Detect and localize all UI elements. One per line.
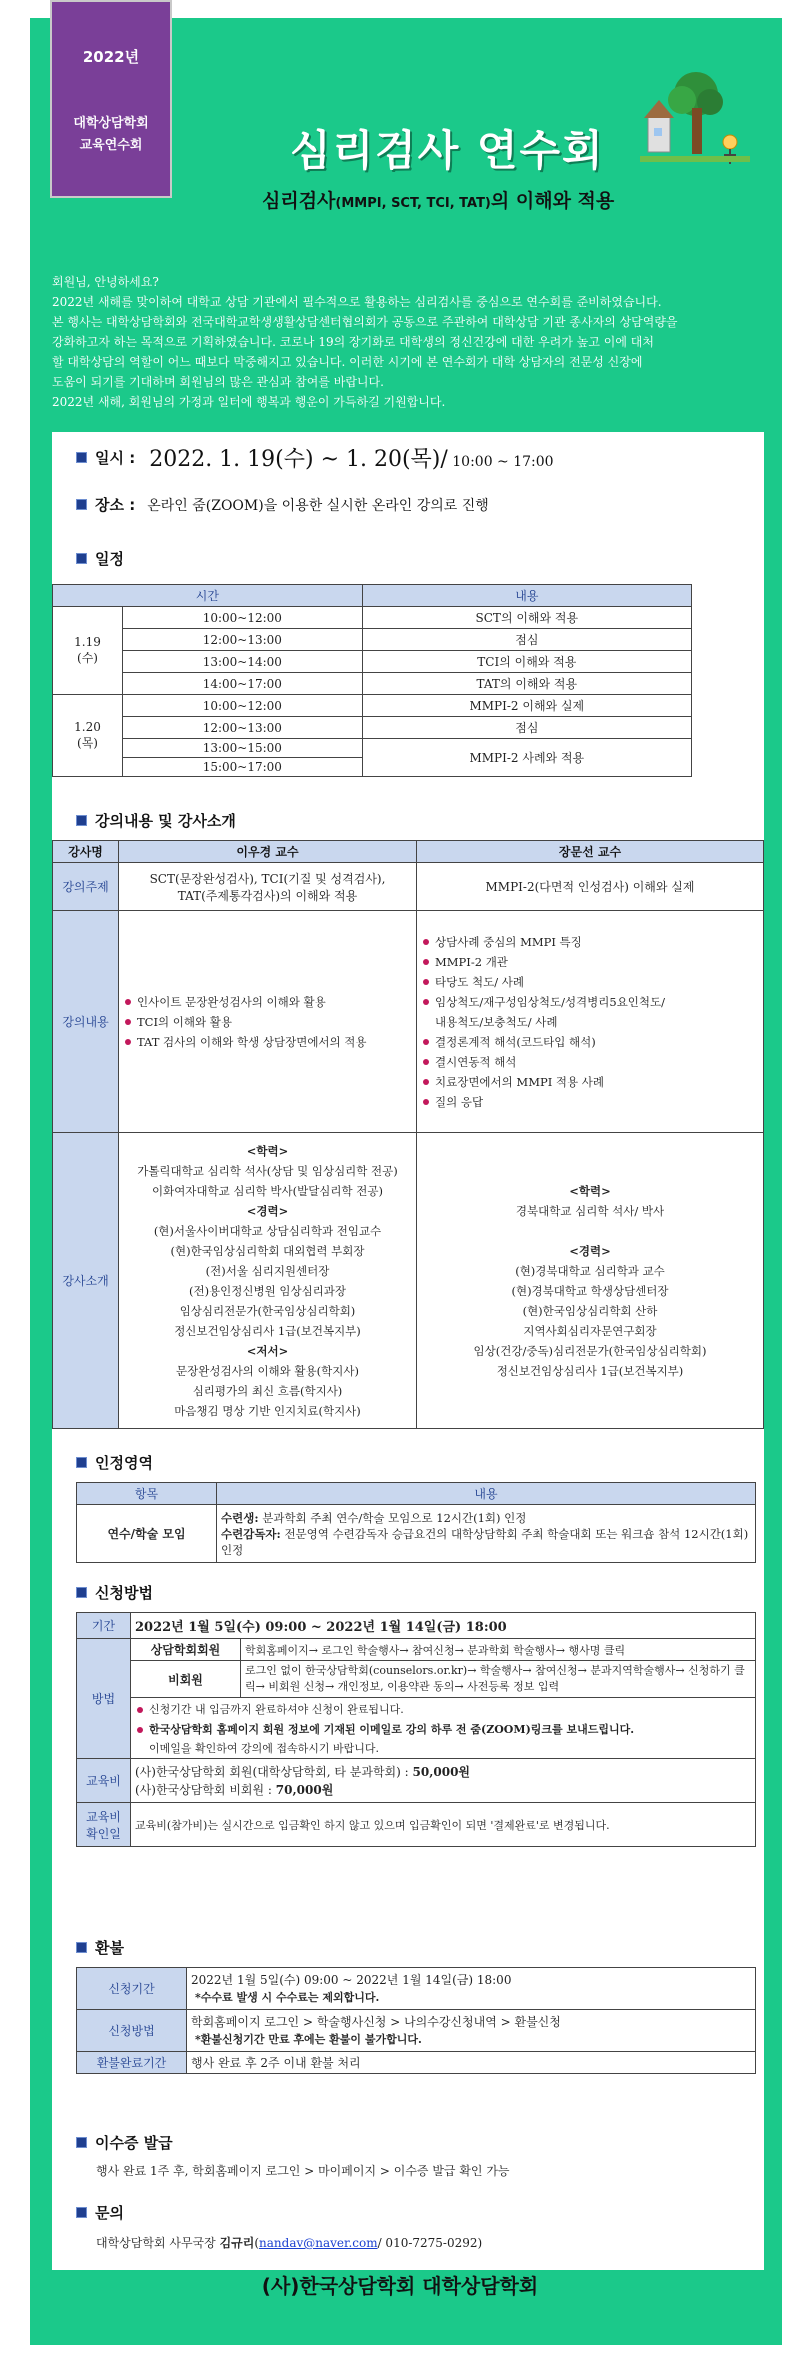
badge-year: 2022년 — [82, 48, 140, 66]
intro-line: 2022년 새해를 맞이하여 대학교 상담 기관에서 필수적으로 활용하는 심리검사를 중심으로 연수회를 준비하였습니다. — [52, 295, 662, 309]
col-time-header: 시간 — [53, 585, 363, 607]
badge-org-line1: 대학상담학회 — [73, 116, 149, 131]
section-square-icon — [76, 452, 87, 463]
fee-info: (사)한국상담학회 회원(대학상담학회, 타 분과학회) : 50,000원 (사)한국상담학회 비회원 : 70,000원 — [131, 1759, 756, 1803]
apply-heading: 신청방법 — [95, 1584, 153, 1602]
schedule-heading: 일정 — [95, 550, 124, 568]
section-square-icon — [76, 1457, 87, 1468]
intro-line: 강화하고자 하는 목적으로 기획하였습니다. 코로나 19의 장기화로 대학생의 정신건강에 대한 우려가 높고 이에 대처 — [52, 335, 654, 349]
content2 — [417, 911, 764, 1133]
list-item: TCI의 이해와 활용 — [123, 1012, 412, 1032]
section-square-icon — [76, 553, 87, 564]
section-square-icon — [76, 2207, 87, 2218]
section-square-icon — [76, 1942, 87, 1953]
list-item: 상담사례 중심의 MMPI 특징 — [421, 932, 759, 952]
intro-text — [52, 272, 766, 412]
schedule-section — [76, 548, 124, 569]
content1 — [119, 911, 417, 1133]
apply-table: 기간 2022년 1월 5일(수) 09:00 ~ 2022년 1월 14일(금) 18:00 방법 상담학회회원 학회홈페이지→ 로그인 학술행사→ 참여신청→ 분과학회 학술행사→ 행사명 클릭 비회원 로그인 없이 한국상담학회(counselors.or.kr)→ 학술행사→ 참여신청→ 분과지역학술행사→ 신청하기 클릭→ 비회원 신청→ 개인정보, 이용약관 동의→ 사전등록 정보 입력 신청기간 내 입금까지 완료하셔야 신청이 완료됩니다. 한국상담학회 홈페이지 회원 정보에 기재된 이메일로 강의 하루 전 줌(ZOOM)링크를 보내드립니다. 이메일을 확인하여 강의에 접속하시기 바랍니다. 교육비 (사)한국상담학회 회원(대학상담학회, 타 분과학회) : 50,000원 (사)한국상담학회 비회원 : 70,000원 교육비 확인일 교육비(참가비)는 실시간으로 입금확인 하지 않고 있으며 입금확인이 되면 '결제완료'로 변경됩니다. — [76, 1612, 756, 1847]
member-method: 학회홈페이지→ 로그인 학술행사→ 참여신청→ 분과학회 학술행사→ 행사명 클릭 — [241, 1639, 756, 1661]
list-item: TAT 검사의 이해와 학생 상담장면에서의 적용 — [123, 1032, 412, 1052]
datetime-section — [76, 442, 554, 473]
instructor2-name: 장문선 교수 — [417, 841, 764, 863]
lecture-table: 강사명 이우경 교수 장문선 교수 강의주제 SCT(문장완성검사), TCI(기질 및 성격검사), TAT(주제통각검사)의 이해와 적용 MMPI-2(다면적 인성검사) 이해와 실제 강의내용 인사이트 문장완성검사의 이해와 활용 TCI의 이해와 활용 TAT 검사의 이해와 학생 상담장면에서의 적용 상담사례 중심의 MMPI 특징 MMPI-2 개관 타당도 척도/ 사례 임상척도/재구성임상척도/성격병리5요인척도/ 내용척도/보충척도/ 사례 결정론계적 해석(코드타입 해석) 결시연동적 해석 치료장면에서의 MMPI 적용 사례 질의 응답 강사소개 <학력> 가톨릭대학교 심리학 석사(상담 및 임상심리학 전공) 이화여자대학교 심리학 박사(발달심리학 전공) <경력> (현)서울사이버대학교 상담심리학과 전임교수 (현)한국임상심리학회 대외협력 부회장 (전)서울 심리지원센터장 (전)용인정신병원 임상심리과장 임상심리전문가(한국임상심리학회) 정신보건임상심리사 1급(보건복지부) <저서> 문장완성검사의 이해와 활용(학지사) 심리평가의 최신 흐름(학지사) 마음챙김 명상 기반 인지치료(학지사) <학력> 경북대학교 심리학 석사/ 박사 <경력> (현)경북대학교 심리학과 교수 (현)경북대학교 학생상담센터장 (현)한국임상심리학회 산하 지역사회심리자문연구회장 임상(건강/중독)심리전문가(한국임상심리학회) 정신보건임상심리사 1급(보건복지부) — [52, 840, 764, 1429]
instructor1-name: 이우경 교수 — [119, 841, 417, 863]
intro-line: 2022년 새해, 회원님의 가정과 일터에 행복과 행운이 가득하길 기원합니다. — [52, 395, 446, 409]
intro-line: 회원님, 안녕하세요? — [52, 275, 159, 289]
table-row: 12:00~13:00 점심 — [53, 717, 692, 739]
section-square-icon — [76, 499, 87, 510]
content-panel — [52, 432, 764, 2270]
bio1: <학력> 가톨릭대학교 심리학 석사(상담 및 임상심리학 전공) 이화여자대학교 심리학 박사(발달심리학 전공) <경력> (현)서울사이버대학교 상담심리학과 전임교수 (현)한국임상심리학회 대외협력 부회장 (전)서울 심리지원센터장 (전)용인정신병원 임상심리과장 임상심리전문가(한국임상심리학회) 정신보건임상심리사 1급(보건복지부) <저서> 문장완성검사의 이해와 활용(학지사) 심리평가의 최신 흐름(학지사) 마음챙김 명상 기반 인지치료(학지사) — [119, 1133, 417, 1429]
cert-content: 수련생: 분과학회 주최 연수/학술 모임으로 12시간(1회) 인정 수련감독자: 전문영역 수련감독자 승급요건의 대학상담학회 주최 학술대회 또는 워크숍 참석 12시간(1회) 인정 — [217, 1505, 756, 1563]
venue-section — [76, 494, 489, 515]
col-content-header: 내용 — [362, 585, 691, 607]
tree-illustration-icon — [640, 60, 750, 172]
certificate-section — [76, 2132, 173, 2153]
list-item: 타당도 척도/ 사례 — [421, 972, 759, 992]
lecture-heading: 강의내용 및 강사소개 — [95, 812, 236, 830]
intro-line: 할 대학상담의 역할이 어느 때보다 막중해지고 있습니다. 이러한 시기에 본 연수회가 대학 상담자의 전문성 신장에 — [52, 355, 643, 369]
contact-section — [76, 2202, 124, 2223]
datetime-label: 일시 : — [95, 449, 136, 467]
list-item: 내용척도/보충척도/ 사례 — [435, 1014, 558, 1029]
list-item: 질의 응답 — [421, 1092, 759, 1112]
email-link[interactable]: nandav@naver.com — [259, 2236, 378, 2250]
table-row: 13:00~15:00 MMPI-2 사례와 적용 — [53, 739, 692, 758]
nonmember-method: 로그인 없이 한국상담학회(counselors.or.kr)→ 학술행사→ 참여신청→ 분과지역학술행사→ 신청하기 클릭→ 비회원 신청→ 개인정보, 이용약관 동의→ 사전등록 정보 입력 — [241, 1661, 756, 1698]
section-square-icon — [76, 815, 87, 826]
bio2: <학력> 경북대학교 심리학 석사/ 박사 <경력> (현)경북대학교 심리학과 교수 (현)경북대학교 학생상담센터장 (현)한국임상심리학회 산하 지역사회심리자문연구회장 임상(건강/중독)심리전문가(한국임상심리학회) 정신보건임상심리사 1급(보건복지부) — [417, 1133, 764, 1429]
list-item: 임상척도/재구성임상척도/성격병리5요인척도/ — [421, 992, 759, 1012]
event-badge — [50, 0, 172, 198]
contact-text: 대학상담학회 사무국장 김규리(nandav@naver.com/ 010-7275-0292) — [96, 2236, 483, 2250]
footer-org: (사)한국상담학회 대학상담학회 — [261, 2274, 539, 2298]
table-row: 14:00~17:00 TAT의 이해와 적용 — [53, 673, 692, 695]
contact-heading: 문의 — [95, 2204, 124, 2222]
table-row: 1.20 (목) 10:00~12:00 MMPI-2 이해와 실제 — [53, 695, 692, 717]
certificate-heading: 이수증 발급 — [95, 2134, 173, 2152]
list-item: 치료장면에서의 MMPI 적용 사례 — [421, 1072, 759, 1092]
cert-heading: 인정영역 — [95, 1454, 153, 1472]
cert-item: 연수/학술 모임 — [77, 1505, 217, 1563]
refund-period: 2022년 1월 5일(수) 09:00 ~ 2022년 1월 14일(금) 18:00 *수수료 발생 시 수수료는 제외합니다. — [187, 1968, 756, 2010]
topic2: MMPI-2(다면적 인성검사) 이해와 실제 — [417, 863, 764, 911]
list-item: MMPI-2 개관 — [421, 952, 759, 972]
confirm-text: 교육비(참가비)는 실시간으로 입금확인 하지 않고 있으며 입금확인이 되면 '결제완료'로 변경됩니다. — [131, 1803, 756, 1847]
page-title: 심리검사 연수회 — [290, 126, 605, 175]
refund-done: 행사 완료 후 2주 이내 환불 처리 — [187, 2052, 756, 2074]
cert-table: 항목 내용 연수/학술 모임 수련생: 분과학회 주최 연수/학술 모임으로 12시간(1회) 인정 수련감독자: 전문영역 수련감독자 승급요건의 대학상담학회 주최 학술대회 또는 워크숍 참석 12시간(1회) 인정 — [76, 1482, 756, 1563]
refund-heading: 환불 — [95, 1939, 124, 1957]
intro-line: 도움이 되기를 기대하며 회원님의 많은 관심과 참여를 바랍니다. — [52, 375, 384, 389]
badge-org-line2: 교육연수회 — [79, 138, 143, 153]
section-square-icon — [76, 1587, 87, 1598]
section-square-icon — [76, 2137, 87, 2148]
venue-label: 장소 : — [95, 496, 136, 514]
datetime-value: 2022. 1. 19(수) ~ 1. 20(목)/ 10:00 ~ 17:00 — [149, 447, 554, 472]
refund-method: 학회홈페이지 로그인 > 학술행사신청 > 나의수강신청내역 > 환불신청 *환불신청기간 만료 후에는 환불이 불가합니다. — [187, 2010, 756, 2052]
topic1: SCT(문장완성검사), TCI(기질 및 성격검사), TAT(주제통각검사)의 이해와 적용 — [119, 863, 417, 911]
list-item: 신청기간 내 입금까지 완료하셔야 신청이 완료됩니다. — [135, 1700, 751, 1720]
table-row: 1.19 (수) 10:00~12:00 SCT의 이해와 적용 — [53, 607, 692, 629]
refund-table: 신청기간 2022년 1월 5일(수) 09:00 ~ 2022년 1월 14일(금) 18:00 *수수료 발생 시 수수료는 제외합니다. 신청방법 학회홈페이지 로그인 > 학술행사신청 > 나의수강신청내역 > 환불신청 *환불신청기간 만료 후에는 환불이 불가합니다. 환불완료기간 행사 완료 후 2주 이내 환불 처리 — [76, 1967, 756, 2074]
venue-text: 온라인 줌(ZOOM)을 이용한 실시한 온라인 강의로 진행 — [147, 497, 489, 514]
day-cell: 1.19 (수) — [53, 607, 123, 695]
day-cell: 1.20 (목) — [53, 695, 123, 777]
certificate-text: 행사 완료 1주 후, 학회홈페이지 로그인 > 마이페이지 > 이수증 발급 확인 가능 — [96, 2164, 510, 2178]
schedule-table — [52, 584, 692, 777]
confirm-label: 교육비 확인일 — [77, 1803, 131, 1847]
apply-notes: 신청기간 내 입금까지 완료하셔야 신청이 완료됩니다. 한국상담학회 홈페이지 회원 정보에 기재된 이메일로 강의 하루 전 줌(ZOOM)링크를 보내드립니다. 이메일을 확인하여 강의에 접속하시기 바랍니다. — [131, 1698, 756, 1759]
list-item: 결정론계적 해석(코드타입 해석) — [421, 1032, 759, 1052]
list-item: 결시연동적 해석 — [421, 1052, 759, 1072]
table-row: 12:00~13:00 점심 — [53, 629, 692, 651]
list-item: 한국상담학회 홈페이지 회원 정보에 기재된 이메일로 강의 하루 전 줌(ZOOM)링크를 보내드립니다. — [135, 1720, 751, 1740]
intro-line: 본 행사는 대학상담학회와 전국대학교학생생활상담센터협의회가 공동으로 주관하여 대학상담 기관 종사자의 상담역량을 — [52, 315, 678, 329]
list-item: 인사이트 문장완성검사의 이해와 활용 — [123, 992, 412, 1012]
cert-section — [76, 1452, 153, 1473]
table-row: 13:00~14:00 TCI의 이해와 적용 — [53, 651, 692, 673]
page-subtitle: 심리검사(MMPI, SCT, TCI, TAT)의 이해와 적용 — [262, 190, 615, 212]
refund-section — [76, 1937, 124, 1958]
apply-period: 2022년 1월 5일(수) 09:00 ~ 2022년 1월 14일(금) 18:00 — [131, 1613, 756, 1639]
table-row: 15:00~17:00 — [53, 758, 692, 777]
apply-section — [76, 1582, 153, 1603]
lecture-section — [76, 810, 236, 831]
